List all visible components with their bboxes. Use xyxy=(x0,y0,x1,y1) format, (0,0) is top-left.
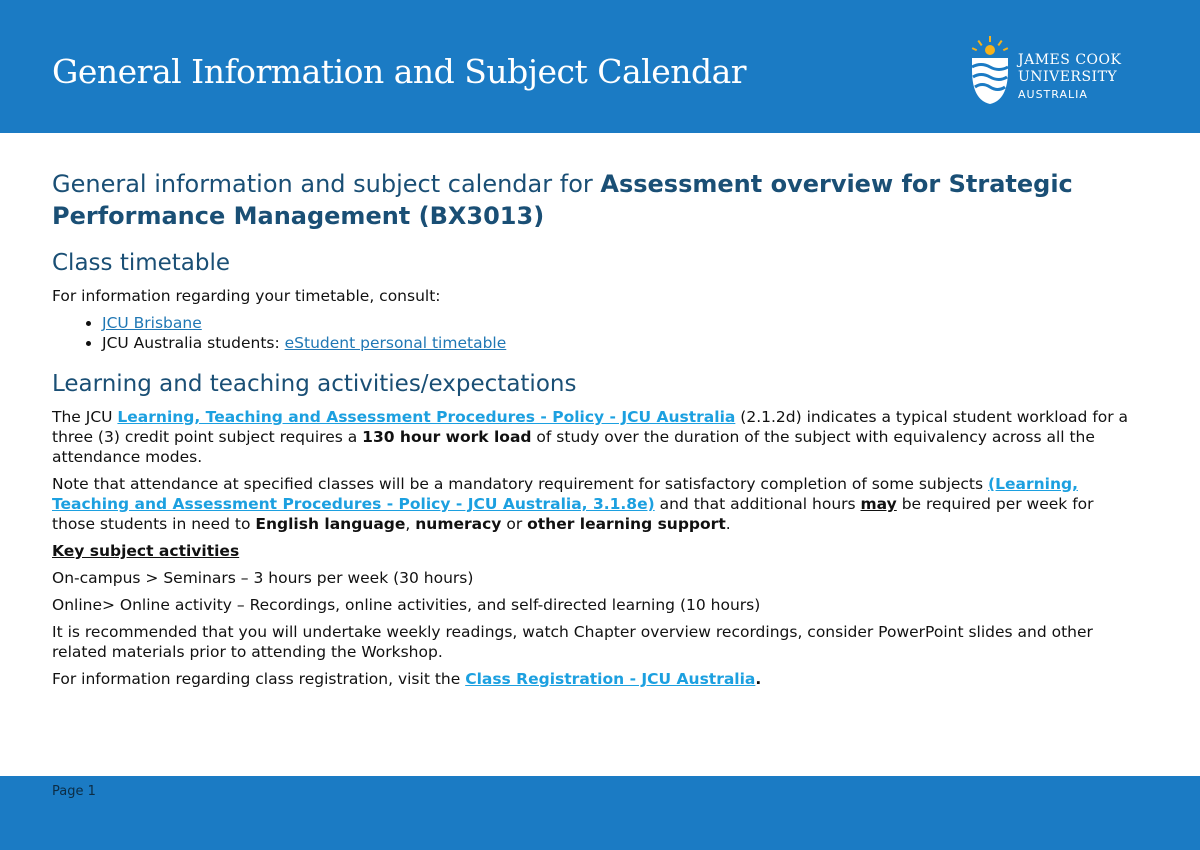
oncampus-activity: On-campus > Seminars – 3 hours per week (30 hours) xyxy=(52,569,474,587)
text: of study over the duration of the subject with equivalency across all the attendance modes. xyxy=(52,428,1095,466)
logo-line-3: AUSTRALIA xyxy=(1018,88,1088,101)
title-subject: Assessment overview for Strategic Performance Management (BX3013) xyxy=(52,170,1073,230)
header-title: General Information and Subject Calendar xyxy=(52,52,747,91)
text: or xyxy=(501,515,528,533)
logo-line-2: UNIVERSITY xyxy=(1018,69,1118,85)
timetable-list xyxy=(52,313,1132,353)
text: be required per week for those students in need to xyxy=(52,495,1094,533)
list-item xyxy=(102,333,1132,353)
text: The JCU xyxy=(52,408,118,426)
may-emphasis: may xyxy=(860,495,897,513)
other-learning-support: other learning support xyxy=(527,515,726,533)
text: and that additional hours xyxy=(654,495,861,513)
jcu-logo-icon xyxy=(968,34,1012,106)
logo-line-1: JAMES COOK xyxy=(1018,52,1122,68)
english-language: English language xyxy=(255,515,406,533)
text: . xyxy=(755,670,762,688)
text: (2.1.2d) indicates a typical student workload for a three (3) credit point subject requires a xyxy=(52,408,1129,446)
text: . xyxy=(725,515,731,533)
text: Note that attendance at specified classes will be a mandatory requirement for satisfactory completion of some subjects xyxy=(52,475,989,493)
jcu-logo xyxy=(968,34,1138,106)
class-timetable-heading: Class timetable xyxy=(52,250,231,276)
timetable-intro: For information regarding your timetable, consult: xyxy=(52,287,441,305)
policy-link[interactable]: Learning, Teaching and Assessment Procedures - Policy - JCU Australia xyxy=(117,408,736,426)
attendance-paragraph xyxy=(52,474,1132,534)
recommendation-paragraph: It is recommended that you will undertake weekly readings, watch Chapter overview recordings, consider PowerPoint slides and other related materials prior to attending the Workshop. xyxy=(52,623,1093,661)
document-body xyxy=(52,168,1132,696)
workload-paragraph xyxy=(52,407,1132,467)
registration-paragraph xyxy=(52,669,1132,689)
policy-reference-link[interactable]: (Learning, Teaching and Assessment Procedures - Policy - JCU Australia, 3.1.8e) xyxy=(52,475,1078,513)
jcu-brisbane-link[interactable]: JCU Brisbane xyxy=(102,314,202,332)
document-title xyxy=(52,168,1132,232)
list-item-prefix: JCU Australia students: xyxy=(102,334,285,352)
page-header xyxy=(0,0,1200,133)
numeracy: numeracy xyxy=(415,515,502,533)
learning-heading: Learning and teaching activities/expectations xyxy=(52,371,577,397)
list-item xyxy=(102,313,1132,333)
page-footer xyxy=(0,776,1200,850)
key-activities-label: Key subject activities xyxy=(52,542,240,560)
estudent-timetable-link[interactable]: eStudent personal timetable xyxy=(284,334,507,352)
workload-hours: 130 hour work load xyxy=(362,428,532,446)
text: For information regarding class registration, visit the xyxy=(52,670,466,688)
class-registration-link[interactable]: Class Registration - JCU Australia xyxy=(465,670,756,688)
jcu-logo-text xyxy=(1018,52,1121,103)
title-prefix: General information and subject calendar for xyxy=(52,170,601,198)
page-number: Page 1 xyxy=(52,784,96,799)
key-activities-heading xyxy=(52,541,1132,561)
online-activity: Online> Online activity – Recordings, online activities, and self-directed learning (10 hours) xyxy=(52,596,761,614)
text: , xyxy=(405,515,416,533)
